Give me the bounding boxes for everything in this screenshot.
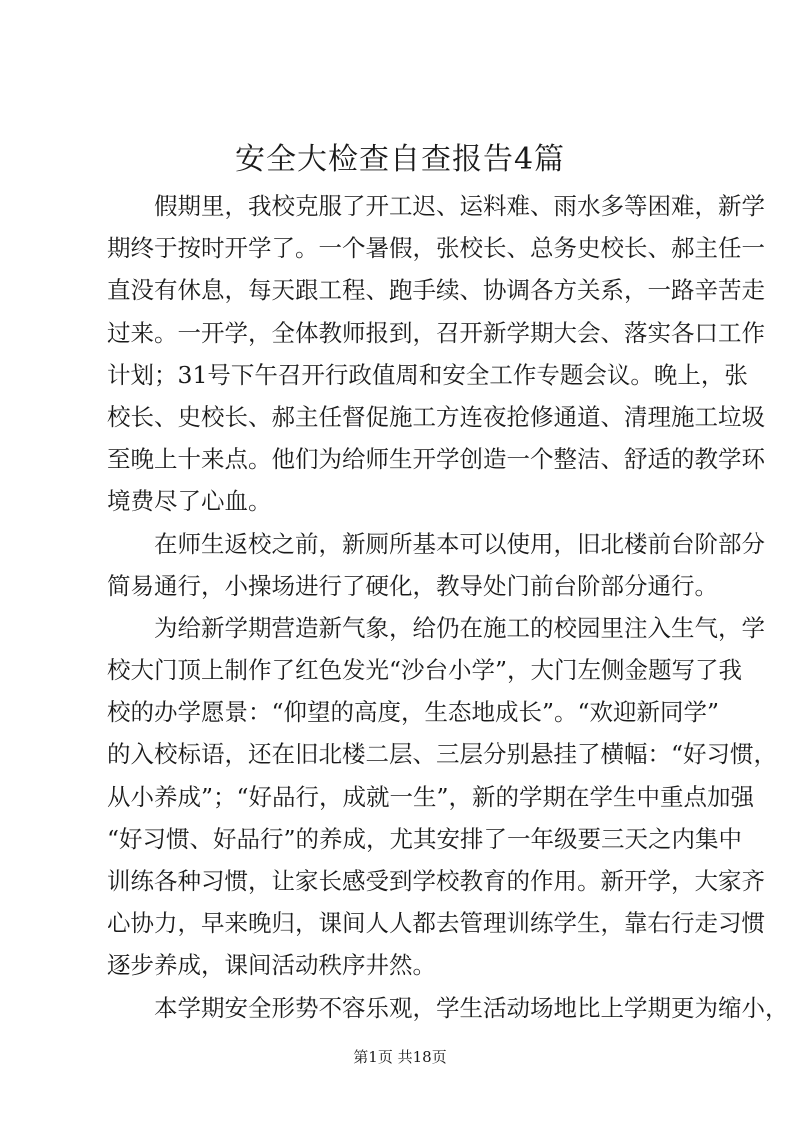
text-line: 校大门顶上制作了红色发光“沙台小学”，大门左侧金题写了我 <box>107 656 743 685</box>
text-line: 至晚上十来点。他们为给师生开学创造一个整洁、舒适的教学环 <box>107 445 765 474</box>
text-line: 为给新学期营造新气象，给仍在施工的校园里注入生气，学 <box>154 613 765 642</box>
text-line: 逐步养成，课间活动秩序井然。 <box>107 951 436 980</box>
text-line: 校长、史校长、郝主任督促施工方连夜抢修通道、清理施工垃圾 <box>107 402 765 431</box>
document-body <box>107 185 789 1029</box>
text-line: 简易通行，小操场进行了硬化，教导处门前台阶部分通行。 <box>107 571 718 600</box>
document-title: 安全大检查自查报告4篇 <box>234 142 566 177</box>
text-line: 计划；31号下午召开行政值周和安全工作专题会议。晚上，张 <box>107 360 748 389</box>
text-line: 本学期安全形势不容乐观，学生活动场地比上学期更为缩小， <box>154 993 789 1022</box>
text-line: 直没有休息，每天跟工程、跑手续、协调各方关系，一路辛苦走 <box>107 276 765 305</box>
text-line: 假期里，我校克服了开工迟、运料难、雨水多等困难，新学 <box>154 192 765 220</box>
text-line: 校的办学愿景：“仰望的高度，生态地成长”。“欢迎新同学” <box>107 698 720 727</box>
text-line: 期终于按时开学了。一个暑假，张校长、总务史校长、郝主任一 <box>107 234 765 263</box>
text-line: 的入校标语，还在旧北楼二层、三层分别悬挂了横幅：“好习惯， <box>107 740 778 769</box>
text-line: 过来。一开学，全体教师报到，召开新学期大会、落实各口工作 <box>107 318 765 347</box>
text-line: “好习惯、好品行”的养成，尤其安排了一年级要三天之内集中 <box>107 824 743 853</box>
text-line: 训练各种习惯，让家长感受到学校教育的作用。新开学，大家齐 <box>107 867 765 895</box>
text-line: 境费尽了心血。 <box>107 487 272 516</box>
text-line: 从小养成”；“好品行，成就一生”，新的学期在学生中重点加强 <box>107 782 755 811</box>
page-number: 第1页 共18页 <box>353 1048 447 1066</box>
text-line: 在师生返校之前，新厕所基本可以使用，旧北楼前台阶部分 <box>154 529 765 558</box>
text-line: 心协力，早来晚归，课间人人都去管理训练学生，靠右行走习惯 <box>107 909 765 938</box>
